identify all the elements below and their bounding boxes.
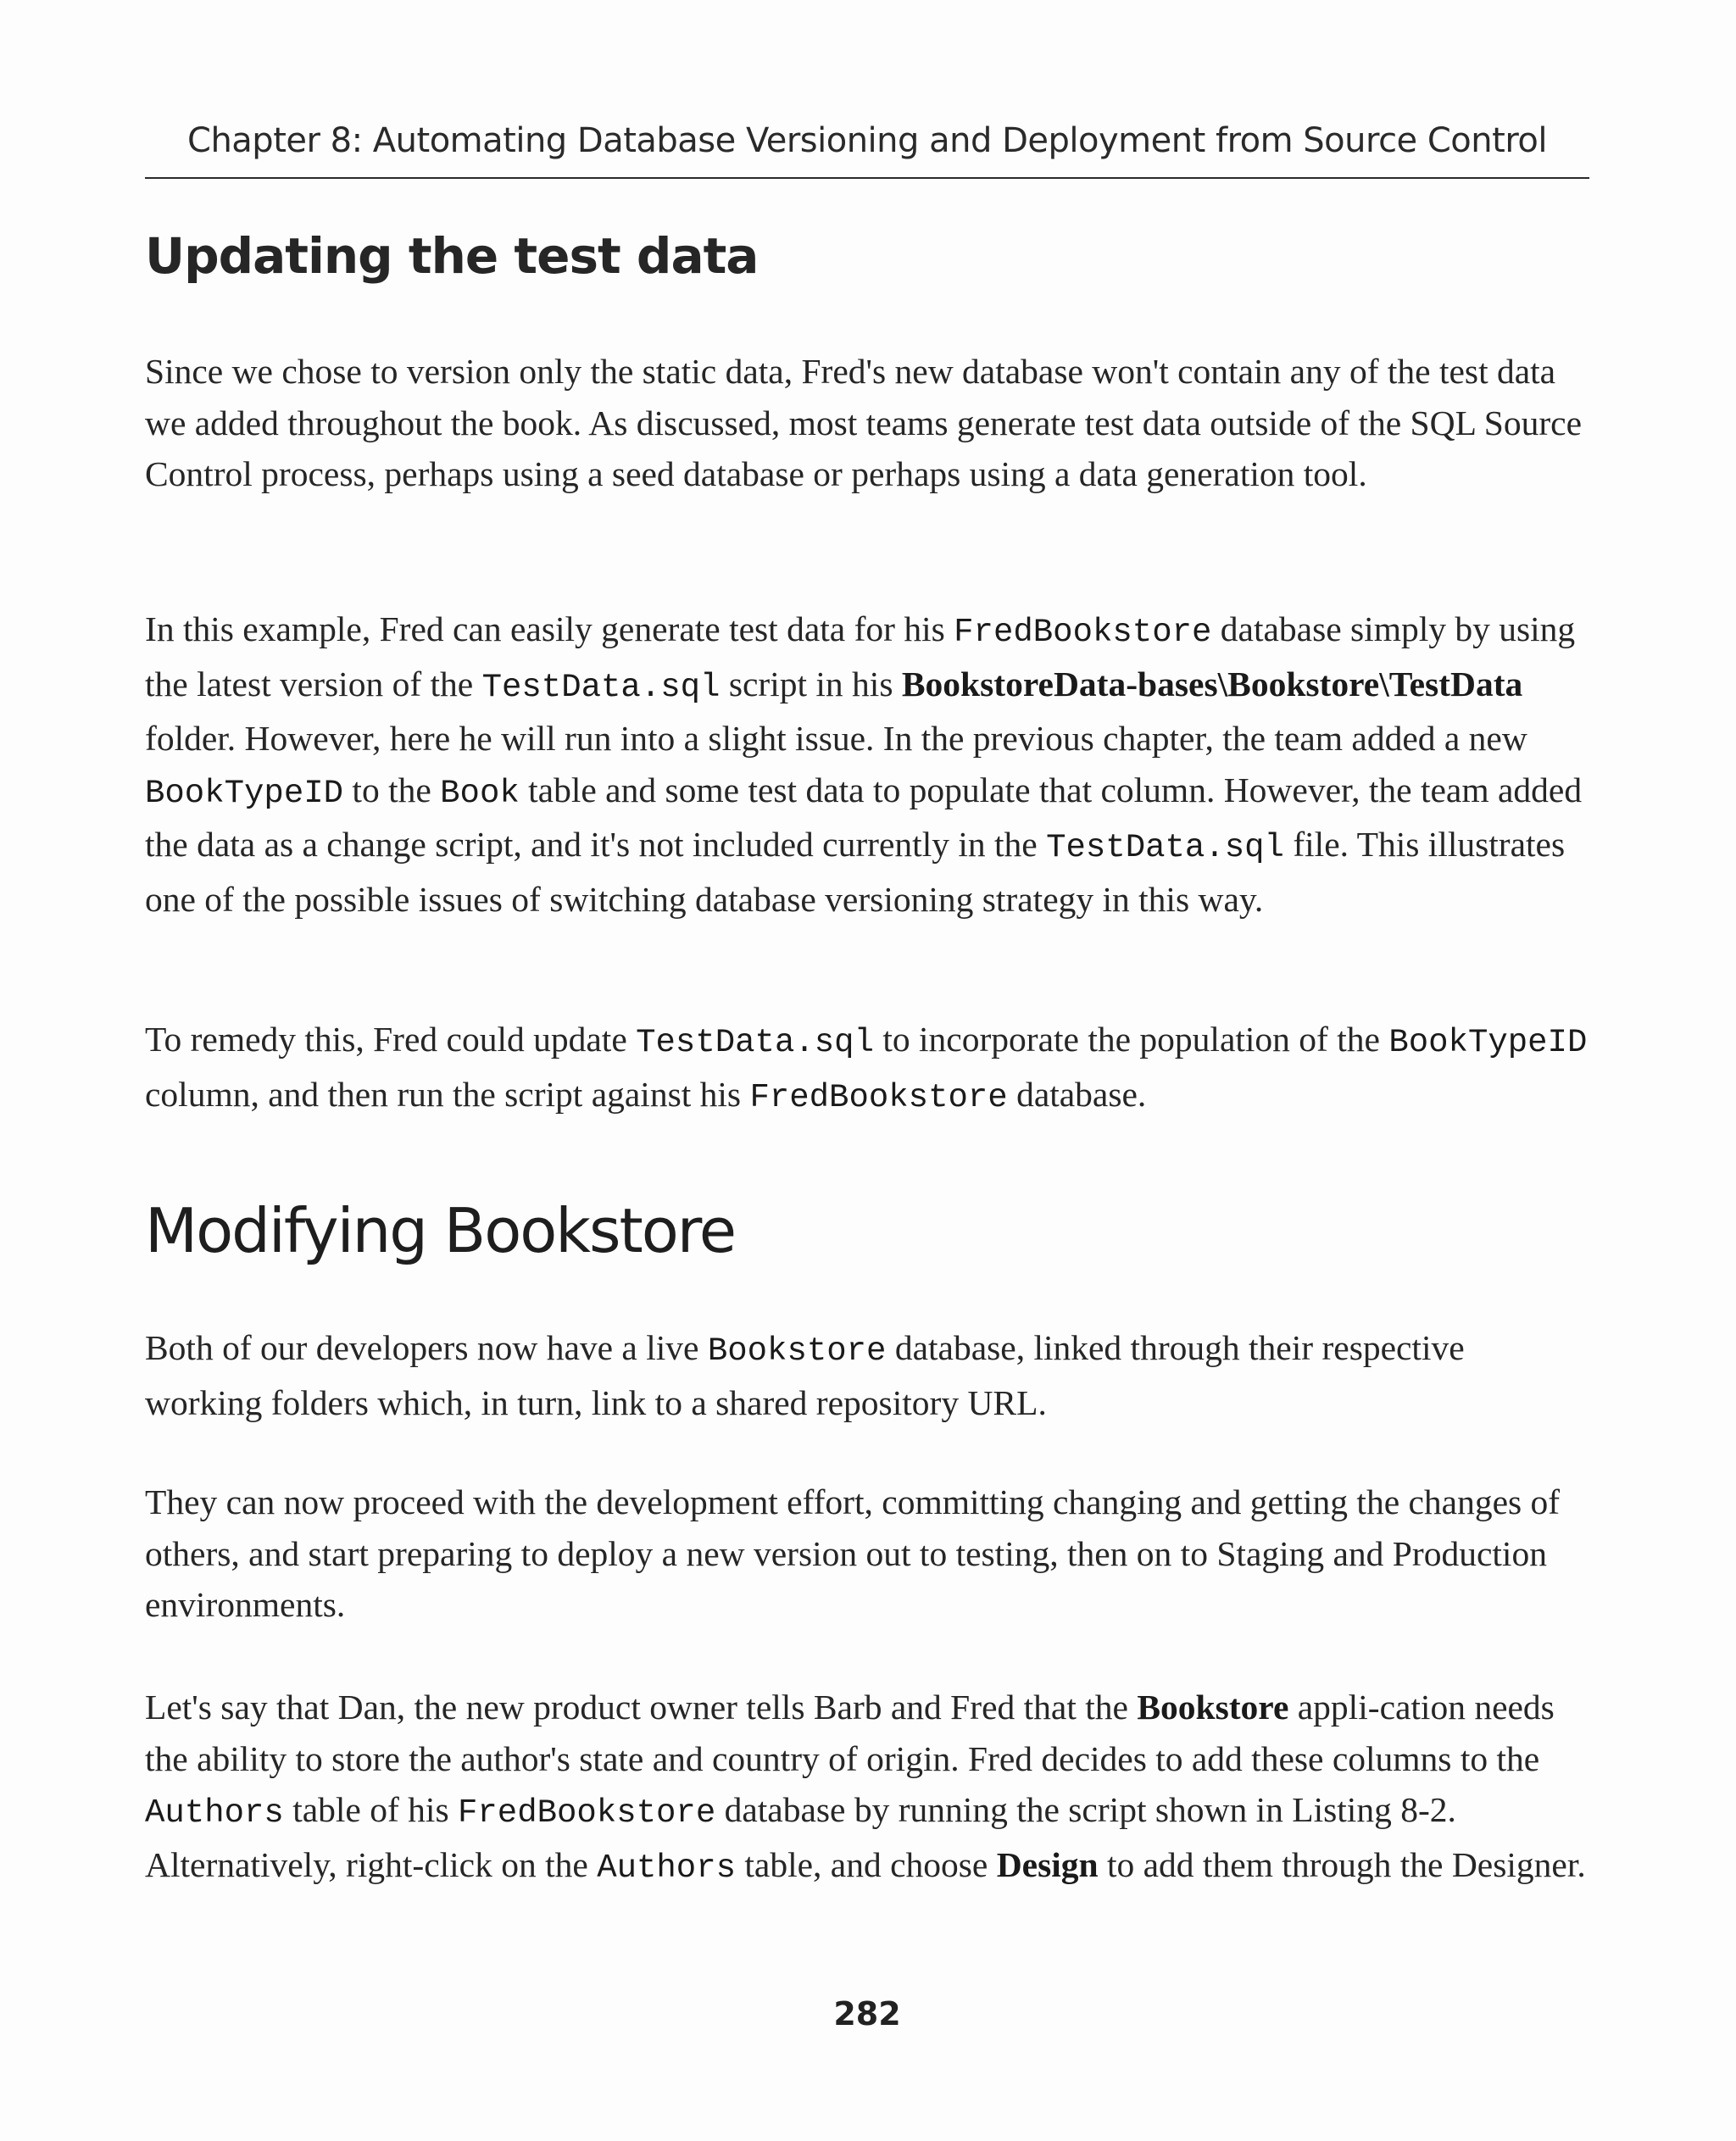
section-heading-modifying-bookstore: Modifying Bookstore: [145, 1195, 736, 1266]
paragraph-remedy: To remedy this, Fred could update TestData.sql to incorporate the population of the BookTypeID column, and then run the script against his FredBookstore database.: [145, 1020, 1588, 1116]
inline-code: BookTypeID: [1388, 1024, 1588, 1061]
section-heading-updating-test-data: Updating the test data: [145, 227, 759, 285]
paragraph-product-owner: Let's say that Dan, the new product owner tells Barb and Fred that the Bookstore appli-cation needs the ability to store the author's state and country of origin. Fred decides to add these columns to the Authors table of his FredBookstore database by running the script shown in Listing 8-2. Alternatively, right-click on the Authors table, and choose Design to add them through the Designer.: [145, 1688, 1586, 1887]
header-divider: [145, 177, 1589, 179]
inline-code: FredBookstore: [954, 614, 1212, 651]
paragraph-live-database: Both of our developers now have a live Bookstore database, linked through their respective working folders which, in turn, link to a shared repository URL.: [145, 1328, 1465, 1422]
paragraph-static-data: Since we chose to version only the static data, Fred's new database won't contain any of the test data we added throughout the book. As discussed, most teams generate test data outside of the SQL Source Control process, perhaps using a seed database or perhaps using a data generation tool.: [145, 352, 1582, 493]
paragraph-development-effort: They can now proceed with the development effort, committing changing and getting the changes of others, and start preparing to deploy a new version out to testing, then on to Staging and Production environments.: [145, 1482, 1561, 1624]
inline-code: Authors: [597, 1849, 737, 1887]
bold-term: Design: [996, 1844, 1099, 1884]
inline-code: TestData.sql: [636, 1024, 874, 1061]
inline-code: TestData.sql: [1046, 829, 1284, 866]
inline-code: FredBookstore: [457, 1794, 716, 1832]
inline-code: Book: [440, 774, 520, 812]
paragraph-generate-test-data: In this example, Fred can easily generate test data for his FredBookstore database simply by using the latest version of the TestData.sql script in his BookstoreData-bases\Bookstore\TestData folder. However, here he will run into a slight issue. In the previous chapter, the team added a new BookTypeID to the Book table and some test data to populate that column. However, the team added the data as a change script, and it's not included currently in the TestData.sql file. This illustrates one of the possible issues of switching database versioning strategy in this way.: [145, 609, 1583, 919]
page-number: 282: [833, 1995, 901, 2033]
inline-code: BookTypeID: [145, 774, 344, 812]
bold-term: Bookstore: [1137, 1688, 1289, 1727]
inline-code: Authors: [145, 1794, 284, 1832]
inline-code: TestData.sql: [481, 668, 721, 706]
inline-code: FredBookstore: [749, 1078, 1008, 1116]
inline-code: Bookstore: [707, 1332, 887, 1370]
running-header: Chapter 8: Automating Database Versioning and Deployment from Source Control: [187, 121, 1547, 160]
folder-path: BookstoreData-bases\Bookstore\TestData: [901, 664, 1523, 703]
